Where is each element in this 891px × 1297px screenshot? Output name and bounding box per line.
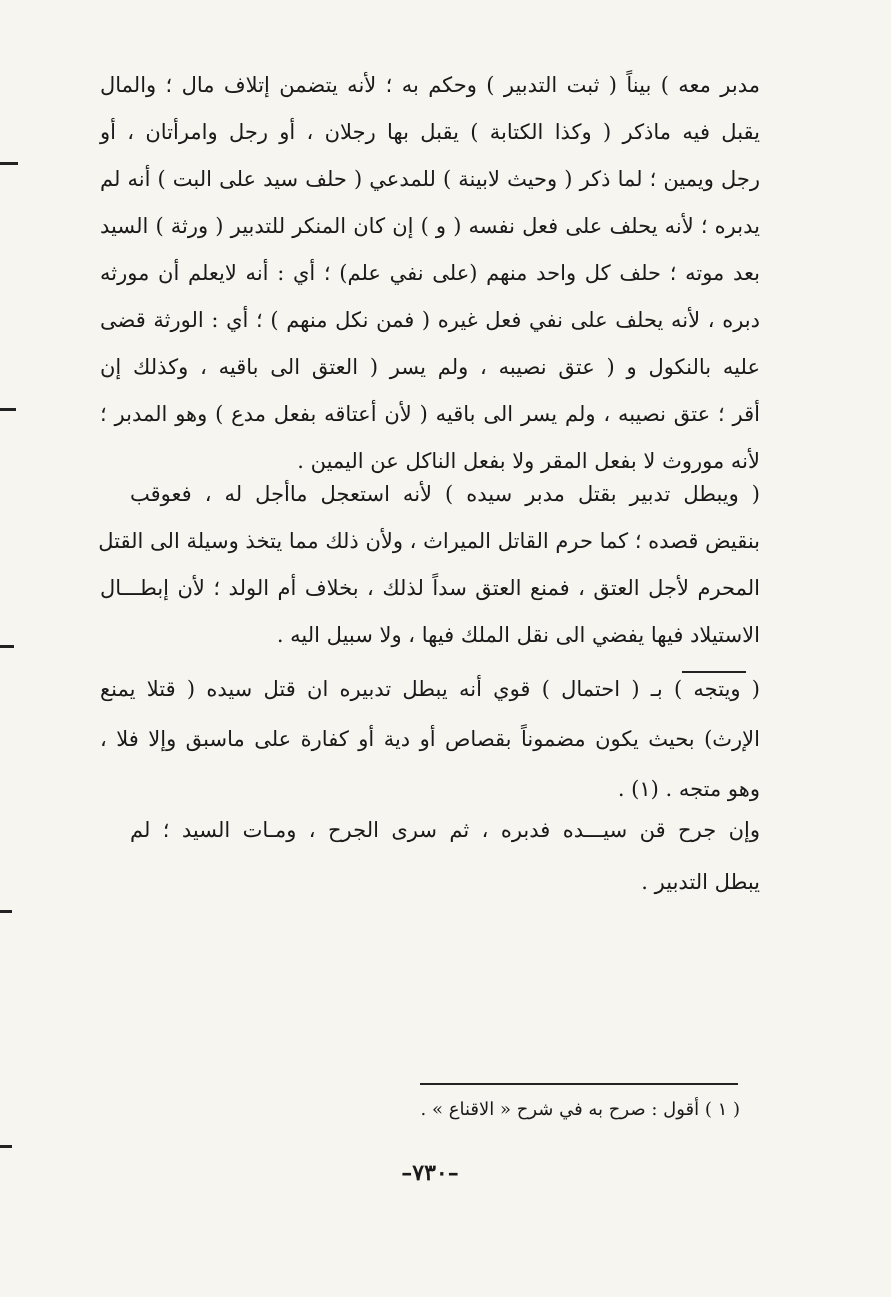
margin-mark [0, 645, 14, 648]
text-line: رجل ويمين ؛ لما ذكر ( وحيث لابينة ) للمدعي ( حلف سيد على البت ) أنه لم [100, 167, 760, 191]
text-line: لأنه موروث لا بفعل المقر ولا بفعل الناكل عن اليمين . [297, 449, 760, 473]
text-line: مدبر معه ) بيناً ( ثبت التدبير ) وحكم به ؛ لأنه يتضمن إتلاف مال ؛ والمال [100, 73, 760, 97]
text-line: يقبل فيه ماذكر ( وكذا الكتابة ) يقبل بها رجلان ، أو رجل وامرأتان ، أو [100, 120, 760, 144]
page-number: –٧٣٠– [401, 1160, 459, 1186]
text-line: الإرث) بحيث يكون مضموناً بقصاص أو دية أو كفارة على ماسبق وإلا فلا ، [100, 727, 760, 751]
text-line: المحرم لأجل العتق ، فمنع العتق سداً لذلك ، بخلاف أم الولد ؛ لأن إبطـــال [100, 576, 760, 600]
footnote: ( ١ ) أقول : صرح به في شرح « الاقناع » . [420, 1099, 740, 1120]
margin-mark [0, 1145, 12, 1148]
heading-overline [682, 671, 746, 673]
text-line: الاستيلاد فيها يفضي الى نقل الملك فيها ، ولا سبيل اليه . [276, 623, 760, 647]
footnote-divider [420, 1083, 738, 1085]
text-line: يدبره ؛ لأنه يحلف على فعل نفسه ( و ) إن كان المنكر للتدبير ( ورثة ) السيد [100, 214, 760, 238]
text-line: دبره ، لأنه يحلف على نفي فعل غيره ( فمن نكل منهم ) ؛ أي : الورثة قضى [100, 308, 760, 332]
text-line: ( ويبطل تدبير بقتل مدبر سيده ) لأنه استعجل ماأجل له ، فعوقب [130, 482, 760, 506]
margin-mark [0, 408, 16, 411]
text-line: يبطل التدبير . [641, 870, 760, 894]
text-line: ( ويتجه ) بـ ( احتمال ) قوي أنه يبطل تدبيره ان قتل سيده ( قتلا يمنع [100, 677, 760, 701]
text-line: عليه بالنكول و ( عتق نصيبه ، ولم يسر ( العتق الى باقيه ، وكذلك إن [100, 355, 760, 379]
text-line: بنقيض قصده ؛ كما حرم القاتل الميراث ، ولأن ذلك مما يتخذ وسيلة الى القتل [98, 529, 760, 553]
text-line: بعد موته ؛ حلف كل واحد منهم (على نفي علم) ؛ أي : أنه لايعلم أن مورثه [100, 261, 760, 285]
text-line: أقر ؛ عتق نصيبه ، ولم يسر الى باقيه ( لأن أعتاقه بفعل مدع ) وهو المدبر ؛ [100, 402, 760, 426]
text-line: وإن جرح قن سيـــده فدبره ، ثم سرى الجرح ، ومـات السيد ؛ لم [130, 818, 760, 842]
margin-mark [0, 910, 12, 913]
text-line: وهو متجه . (١) . [617, 777, 760, 801]
margin-mark [0, 162, 18, 165]
